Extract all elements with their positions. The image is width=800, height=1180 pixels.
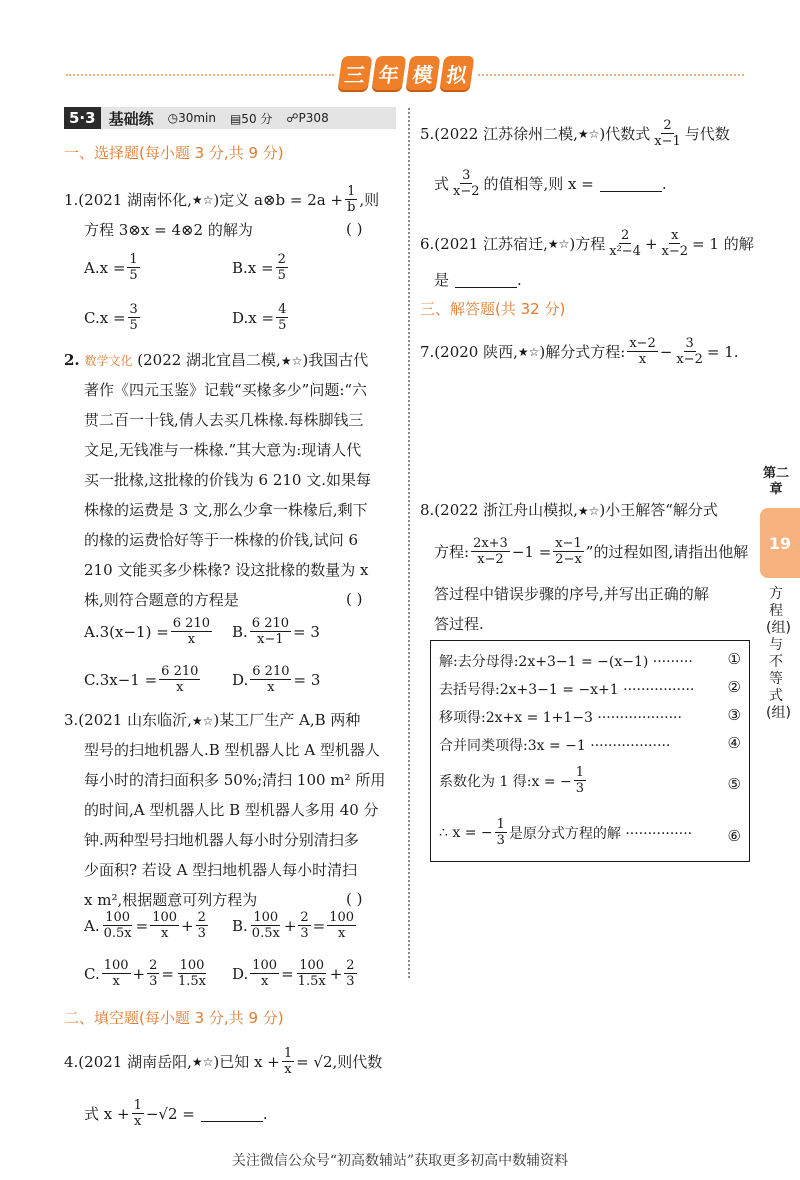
solution-step-6: ∴ x = − $\frac{1}{3}$ 是原分式方程的解 ··············· — [439, 817, 693, 848]
answer-paren: ( ) — [346, 220, 363, 238]
difficulty-stars: ★☆ — [517, 344, 540, 359]
column-divider — [408, 108, 410, 978]
q8-source: 8.(2022 浙江舟山模拟, — [420, 501, 578, 519]
difficulty-stars: ★☆ — [191, 1054, 214, 1069]
heading-choice: 一、选择题(每小题 3 分,共 9 分) — [64, 144, 284, 162]
q4-text: = √2,则代数 — [296, 1052, 383, 1071]
q3-stem-line: 钟.两种型号扫地机器人每小时分别清扫多 — [84, 831, 359, 849]
q7-text: )解分式方程: — [539, 342, 626, 361]
q1-option-b: B.x = $\frac{2}{5}$ — [232, 252, 286, 283]
q5-stem-line1 — [420, 118, 730, 149]
header-rule-left — [66, 74, 334, 76]
heading-answer: 三、解答题(共 32 分) — [420, 300, 566, 318]
q3-text: )某工厂生产 A,B 两种 — [213, 711, 361, 729]
fraction: $\frac{1}{b}$ — [347, 184, 356, 215]
fraction: $\frac{3}{x-2}$ — [676, 336, 703, 367]
q2-option-a: A.3(x−1) = $\frac{6 210}{x}$ — [84, 616, 210, 647]
difficulty-stars: ★☆ — [191, 714, 214, 728]
q1-option-a: A.x = $\frac{1}{5}$ — [84, 252, 138, 283]
q4-stem-line1 — [64, 1046, 382, 1077]
step-marker: ④ — [727, 734, 741, 752]
brand-char: 拟 — [440, 56, 475, 90]
difficulty-stars: ★☆ — [191, 192, 214, 207]
q2-stem-line: 株,则符合题意的方程是 — [84, 591, 239, 609]
time-label: ◷30min — [167, 111, 216, 125]
fraction: $\frac{2}{x-1}$ — [654, 118, 681, 149]
step-marker: ⑤ — [727, 775, 741, 793]
q4-text: −√2 = — [145, 1104, 195, 1123]
solution-step-2: 去括号得:2x+3−1 = −x+1 ················ — [439, 682, 695, 698]
header-rule-right — [478, 74, 744, 76]
q2-option-d: D. $\frac{6 210}{x}$ = 3 — [232, 664, 321, 695]
q8-stem-line4: 答过程. — [434, 615, 484, 633]
q5-text: 与代数 — [684, 124, 730, 143]
q8-stem-line2: 方程: $\frac{2x+3}{x-2}$ −1 = $\frac{x-1}{2-x}$ ”的过程如图,请指出他解 — [434, 536, 749, 567]
page-number-tab: 19 — [760, 508, 800, 578]
q2-stem-line: 文足,无钱准与一株椽.”其大意为:现请人代 — [84, 441, 362, 459]
footer-note: 关注微信公众号“初高数辅站”获取更多初高中数辅资料 — [231, 1153, 569, 1169]
q2-text: )我国古代 — [302, 351, 369, 369]
solution-step-1: 解:去分母得:2x+3−1 = −(x−1) ········· — [439, 654, 693, 670]
q2-source: (2022 湖北宜昌二模, — [137, 351, 281, 369]
q8-text: 方程: — [434, 542, 470, 561]
q5-source: 5.(2022 江苏徐州二模, — [420, 124, 578, 143]
difficulty-stars: ★☆ — [547, 236, 570, 251]
difficulty-stars: ★☆ — [577, 504, 600, 518]
q6-stem-line1: 6.(2021 江苏宿迁, ★☆ )方程 $\frac{2}{\text{x²−4}}$ + $\frac{x}{x-2}$ = 1 的解 — [420, 228, 754, 259]
q7-stem-line1: 7.(2020 陕西, ★☆ )解分式方程: $\frac{x-2}{x}$ − $\frac{3}{x-2}$ = 1. — [420, 336, 739, 367]
q2-stem-line: 的椽的运费恰好等于一株椽的价钱,试问 6 — [84, 531, 359, 549]
q4-stem-line2: 式 x + $\frac{1}{x}$ −√2 = . — [84, 1098, 268, 1129]
q5-text: 的值相等,则 x = — [483, 174, 594, 193]
section-bar — [64, 107, 396, 129]
q6-text: = 1 的解 — [692, 234, 754, 253]
fraction: $\frac{x-1}{2-x}$ — [555, 536, 582, 567]
q7-source: 7.(2020 陕西, — [420, 342, 518, 361]
q6-stem-line2: 是 . — [434, 271, 522, 289]
q3-option-d: D. $\frac{100}{x}$ = $\frac{100}{1.5x}$ + $\frac{2}{3}$ — [232, 958, 355, 989]
step-marker: ② — [727, 678, 741, 696]
q1-option-d: D.x = $\frac{4}{5}$ — [232, 302, 287, 333]
fraction: $\frac{2}{\text{x²−4}}$ — [609, 228, 641, 259]
heading-fill: 二、填空题(每小题 3 分,共 9 分) — [64, 1009, 284, 1027]
q3-option-a: A. $\frac{100}{0.5x}$ = $\frac{100}{x}$ + $\frac{2}{3}$ — [84, 910, 206, 941]
q1-option-c: C.x = $\frac{3}{5}$ — [84, 302, 138, 333]
q7-text: = 1. — [706, 342, 739, 361]
q8-stem-line3: 答过程中错误步骤的序号,并写出正确的解 — [434, 585, 709, 603]
q2-number: 2. — [64, 351, 80, 369]
q6-text: 是 — [434, 271, 450, 289]
q4-text: 式 x + — [84, 1104, 130, 1123]
answer-blank[interactable] — [201, 1106, 263, 1122]
q6-source: 6.(2021 江苏宿迁, — [420, 234, 548, 253]
fraction: $\frac{x}{x-2}$ — [661, 228, 689, 259]
answer-paren: ( ) — [346, 590, 363, 608]
topic-tag: 数学文化 — [84, 354, 133, 368]
q2-stem-line1 — [64, 350, 368, 371]
step-marker: ⑥ — [727, 827, 741, 845]
fraction: $\frac{1}{x}$ — [283, 1046, 293, 1077]
answer-blank[interactable] — [600, 176, 662, 192]
chapter-title: 方程(组)与不等式(组) — [766, 586, 791, 721]
solution-box — [430, 640, 750, 862]
q3-stem-line: 少面积? 若设 A 型扫地机器人每小时清扫 — [84, 861, 358, 879]
answer-paren: ( ) — [346, 890, 363, 908]
q1-text: ,则 — [359, 190, 380, 209]
brand-logo — [336, 56, 476, 92]
q3-stem-line1 — [64, 710, 360, 731]
q3-stem-line: x m²,根据题意可列方程为 — [84, 891, 258, 909]
solution-step-5: 系数化为 1 得:x = − $\frac{1}{3}$ — [439, 765, 585, 796]
page-ref-label: ☍P308 — [286, 111, 329, 125]
q2-stem-line: 著作《四元玉鉴》记载“买椽多少”问题:“六 — [84, 381, 368, 399]
q5-text: 式 — [434, 174, 450, 193]
q8-stem-line1 — [420, 500, 718, 521]
answer-blank[interactable] — [455, 272, 517, 288]
q2-stem-line: 买一批椽,这批椽的价钱为 6 210 文.如果每 — [84, 471, 372, 489]
q2-option-c: C.3x−1 = $\frac{6 210}{x}$ — [84, 664, 199, 695]
chapter-label: 第二章 — [762, 466, 789, 497]
brand-char: 年 — [372, 56, 407, 90]
fraction: $\frac{1}{x}$ — [133, 1098, 142, 1129]
solution-step-3: 移项得:2x+x = 1+1−3 ··················· — [439, 710, 682, 726]
q5-stem-line2: 式 $\frac{3}{x-2}$ 的值相等,则 x = . — [434, 168, 667, 199]
q1-stem-line1 — [64, 184, 379, 215]
q4-text: )已知 x + — [213, 1052, 280, 1071]
solution-step-4: 合并同类项得:3x = −1 ·················· — [439, 738, 671, 754]
fraction: $\frac{3}{x-2}$ — [453, 168, 480, 199]
q1-definition: )定义 a⊗b = 2a + — [213, 190, 344, 209]
brand-char: 模 — [406, 56, 441, 90]
q2-option-b: B. $\frac{6 210}{x-1}$ = 3 — [232, 616, 320, 647]
q2-stem-line: 210 文能买多少株椽? 设这批椽的数量为 x — [84, 561, 369, 579]
q2-stem-line: 贯二百一十钱,倩人去买几株椽.每株脚钱三 — [84, 411, 364, 429]
q3-source: 3.(2021 山东临沂, — [64, 711, 192, 729]
q8-text: )小王解答“解分式 — [599, 501, 718, 519]
q3-stem-line: 型号的扫地机器人.B 型机器人比 A 型机器人 — [84, 741, 380, 759]
fraction: $\frac{2x+3}{x-2}$ — [473, 536, 508, 567]
q1-source: 1.(2021 湖南怀化, — [64, 190, 192, 209]
section-title: 基础练 — [108, 109, 154, 128]
score-label: ▤50 分 — [229, 111, 273, 126]
q6-text: )方程 — [569, 234, 606, 253]
section-tag: 5·3 — [64, 107, 101, 129]
difficulty-stars: ★☆ — [280, 354, 303, 368]
q4-source: 4.(2021 湖南岳阳, — [64, 1052, 192, 1071]
q2-stem-line: 株椽的运费是 3 文,那么少拿一株椽后,剩下 — [84, 501, 368, 519]
q1-stem-line2: 方程 3⊗x = 4⊗2 的解为 — [84, 221, 253, 239]
q8-text: ”的过程如图,请指出他解 — [585, 542, 749, 561]
q5-text: )代数式 — [599, 124, 651, 143]
q3-option-c: C. $\frac{100}{x}$ + $\frac{2}{3}$ = $\frac{100}{1.5x}$ — [84, 958, 206, 989]
step-marker: ① — [727, 650, 741, 668]
q3-stem-line: 的时间,A 型机器人比 B 型机器人多用 40 分 — [84, 801, 379, 819]
q3-option-b: B. $\frac{100}{0.5x}$ + $\frac{2}{3}$ = $\frac{100}{x}$ — [232, 910, 355, 941]
difficulty-stars: ★☆ — [577, 126, 600, 141]
step-marker: ③ — [727, 706, 741, 724]
fraction: $\frac{x-2}{x}$ — [629, 336, 656, 367]
q3-stem-line: 每小时的清扫面积多 50%;清扫 100 m² 所用 — [84, 771, 386, 789]
brand-char: 三 — [338, 56, 373, 90]
